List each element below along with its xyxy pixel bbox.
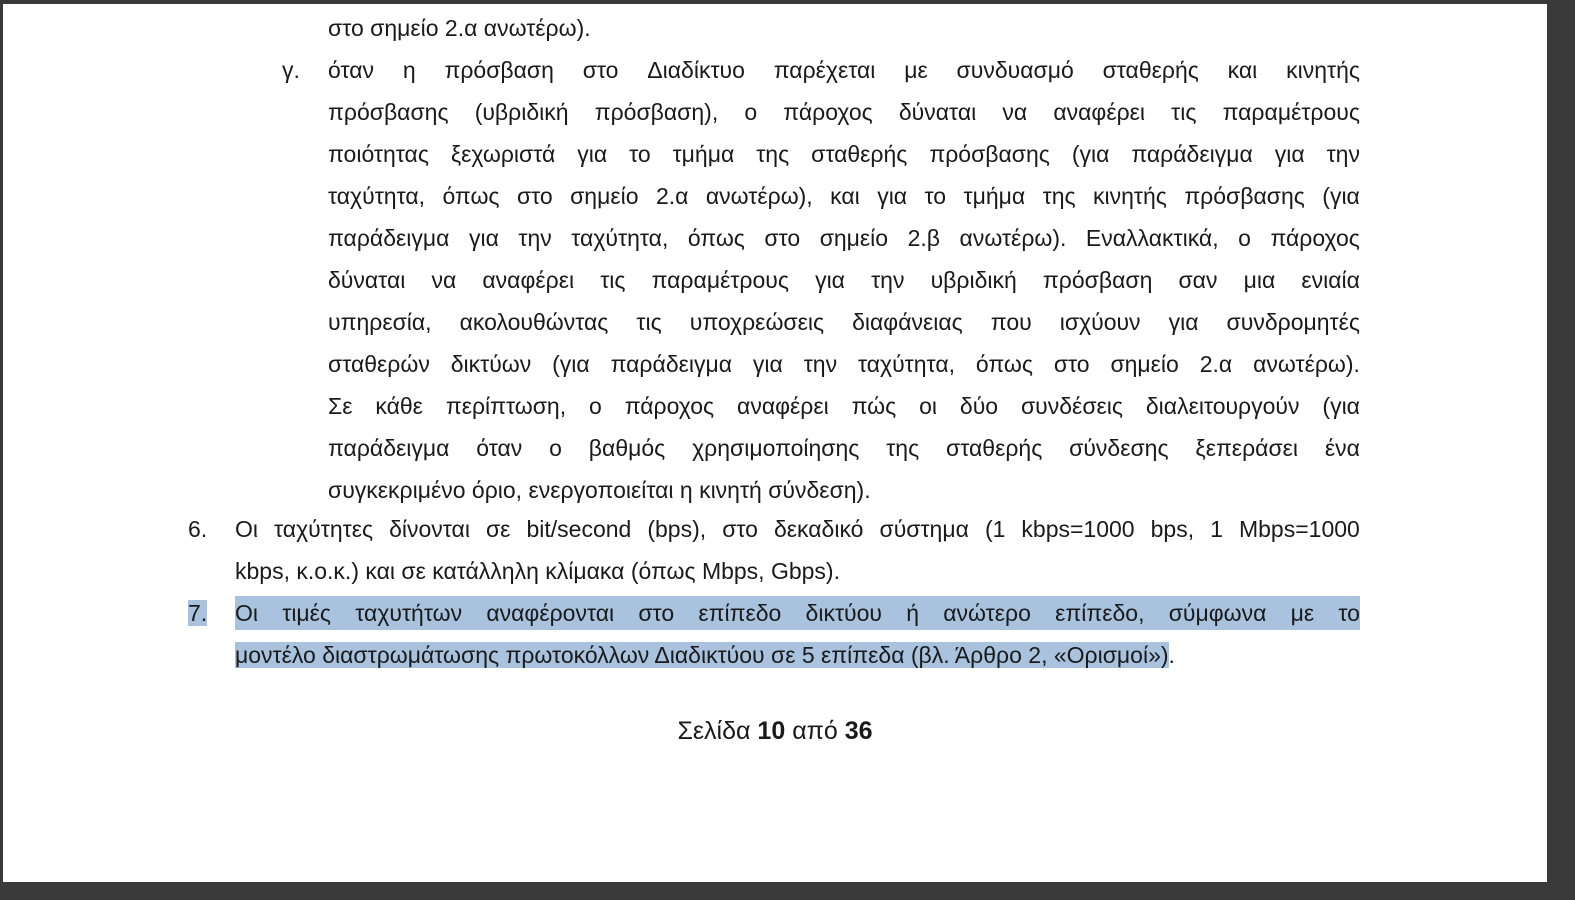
text-line: kbps, κ.ο.κ.) και σε κατάλληλη κλίμακα (όπως Mbps, Gbps).	[235, 558, 840, 584]
text-line: δύναται να αναφέρει τις παραμέτρους για την υβριδική πρόσβαση σαν μια ενιαία	[328, 267, 1360, 293]
text-line: υπηρεσία, ακολουθώντας τις υποχρεώσεις διαφάνειας που ισχύουν για συνδρομητές	[328, 309, 1360, 335]
unselected-period: .	[1168, 642, 1175, 668]
footer-separator: από	[792, 717, 838, 745]
text-line: πρόσβασης (υβριδική πρόσβαση), ο πάροχος δύναται να αναφέρει τις παραμέτρους	[328, 99, 1360, 125]
page-footer	[3, 714, 1547, 748]
text-line: ποιότητας ξεχωριστά για το τμήμα της σταθερής πρόσβασης (για παράδειγμα για την	[328, 141, 1360, 167]
text-line: σταθερών δικτύων (για παράδειγμα για την ταχύτητα, όπως στο σημείο 2.α ανωτέρω).	[328, 351, 1360, 377]
text-line: όταν η πρόσβαση στο Διαδίκτυο παρέχεται με συνδυασμό σταθερής και κινητής	[328, 57, 1360, 83]
list-item-marker	[188, 596, 207, 630]
footer-prefix: Σελίδα	[677, 717, 751, 745]
text-line: Οι ταχύτητες δίνονται σε bit/second (bps), στο δεκαδικό σύστημα (1 kbps=1000 bps, 1 Mbps=1000	[235, 516, 1360, 542]
list-item-marker: 6.	[188, 516, 208, 542]
total-page-count: 36	[844, 717, 873, 745]
document-page	[3, 4, 1547, 882]
text-line: Σε κάθε περίπτωση, ο πάροχος αναφέρει πώς οι δύο συνδέσεις διαλειτουργούν (για	[328, 393, 1360, 419]
text-line: ταχύτητα, όπως στο σημείο 2.α ανωτέρω), και για το τμήμα της κινητής πρόσβασης (για	[328, 183, 1360, 209]
selected-text-line: μοντέλο διαστρωμάτωσης πρωτοκόλλων Διαδικτύου σε 5 επίπεδα (βλ. Άρθρο 2, «Ορισμοί»).	[235, 642, 1175, 668]
selection-highlight: 7.	[188, 600, 208, 626]
sub-item-marker: γ.	[282, 57, 300, 83]
text-line: παράδειγμα όταν ο βαθμός χρησιμοποίησης της σταθερής σύνδεσης ξεπεράσει ένα	[328, 435, 1360, 461]
text-line: συγκεκριμένο όριο, ενεργοποιείται η κινητή σύνδεση).	[328, 477, 871, 503]
current-page-number: 10	[757, 717, 786, 745]
previous-item-tail: στο σημείο 2.α ανωτέρω).	[328, 15, 591, 41]
selected-text-line: Οι τιμές ταχυτήτων αναφέρονται στο επίπεδο δικτύου ή ανώτερο επίπεδο, σύμφωνα με το	[235, 596, 1360, 630]
text-line: παράδειγμα για την ταχύτητα, όπως στο σημείο 2.β ανωτέρω). Εναλλακτικά, ο πάροχος	[328, 225, 1360, 251]
